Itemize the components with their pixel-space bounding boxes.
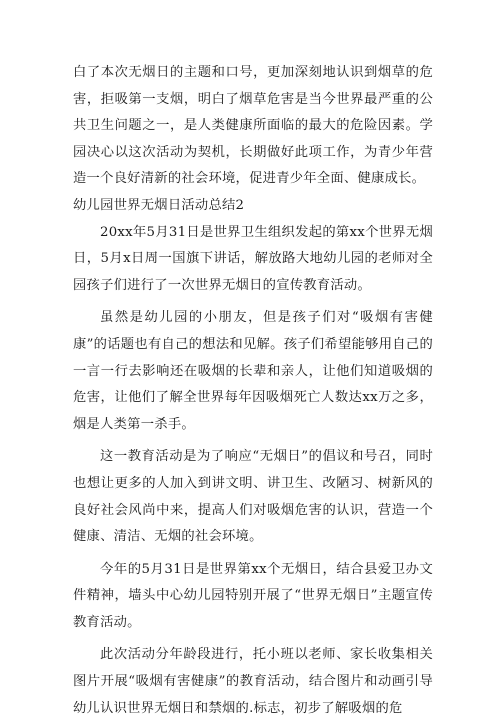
paragraph-intro: 20xx年5月31日是世界卫生组织发起的第xx个世界无烟日，5月x日周一国旗下讲话，解放路大地幼儿园的老师对全园孩子们进行了一次世界无烟日的宣传教育活动。 xyxy=(73,224,433,293)
paragraph-activity-details: 此次活动分年龄段进行，托小班以老师、家长收集相关图片开展“吸烟有害健康”的教育活动，结合图片和动画引导幼儿认识世界无烟日和禁烟的.标志，初步了解吸烟的危 xyxy=(73,647,433,716)
section-heading: 幼儿园世界无烟日活动总结2 xyxy=(73,197,245,213)
document-body xyxy=(73,60,433,722)
paragraph-continuation: 白了本次无烟日的主题和口号，更加深刻地认识到烟草的危害，拒吸第一支烟，明白了烟草危害是当今世界最严重的公共卫生问题之一，是人类健康所面临的最大的危险因素。学园决心以这次活动为契机，长期做好此项工作，为青少年营造一个良好清新的社会环境，促进青少年全面、健康成长。 xyxy=(73,65,433,187)
paragraph-this-year: 今年的5月31日是世界第xx个无烟日，结合县爱卫办文件精神，墙头中心幼儿园特别开展了“世界无烟日”主题宣传教育活动。 xyxy=(73,561,433,630)
paragraph-activity-purpose: 这一教育活动是为了响应“无烟日”的倡议和号召，同时也想让更多的人加入到讲文明、讲卫生、改陋习、树新风的良好社会风尚中来，提高人们对吸烟危害的认识，营造一个健康、清洁、无烟的社会环境。 xyxy=(73,449,433,545)
paragraph-children-views: 虽然是幼儿园的小朋友，但是孩子们对“吸烟有害健康”的话题也有自己的想法和见解。孩子们希望能够用自己的一言一行去影响还在吸烟的长辈和亲人，让他们知道吸烟的危害，让他们了解全世界每年因吸烟死亡人数达xx万之多，烟是人类第一杀手。 xyxy=(73,310,433,432)
